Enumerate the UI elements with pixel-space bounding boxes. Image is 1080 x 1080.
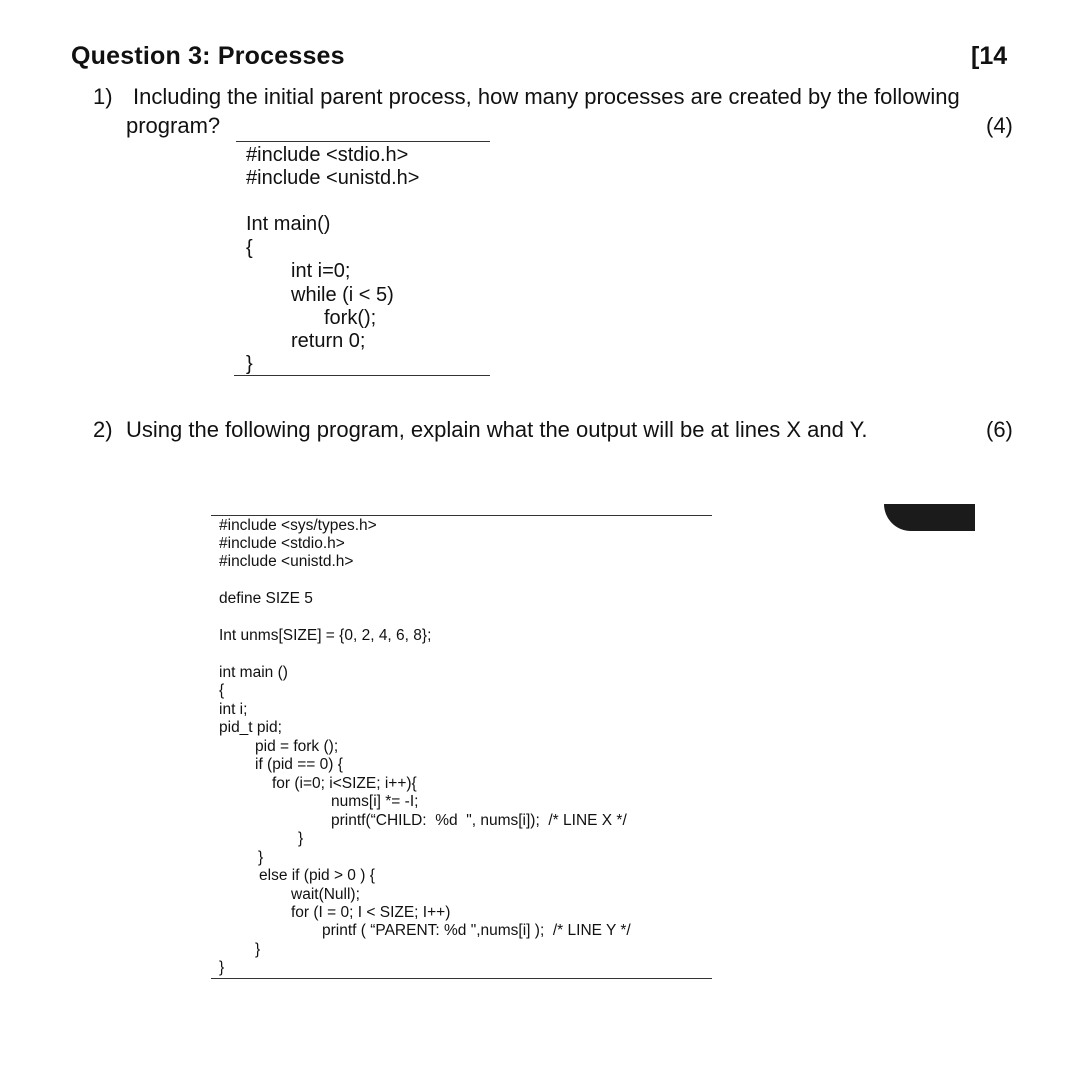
code2-line: for (I = 0; I < SIZE; I++): [291, 904, 451, 921]
code1-line: {: [246, 237, 253, 259]
code1-line: fork();: [324, 307, 377, 329]
code1-bottom-rule: [234, 375, 490, 376]
q1-marks: (4): [986, 113, 1013, 138]
code2-line: pid_t pid;: [219, 719, 282, 736]
code1-line: return 0;: [291, 330, 366, 352]
code2-line: Int unms[SIZE] = {0, 2, 4, 6, 8};: [219, 627, 432, 644]
code1-line: while (i < 5): [291, 284, 394, 306]
code2-line: {: [219, 682, 225, 699]
q2-text: Using the following program, explain what the output will be at lines X and Y.: [126, 417, 868, 442]
code1-line: int i=0;: [291, 260, 351, 282]
code2-line: }: [219, 959, 225, 976]
code2-line: #include <sys/types.h>: [219, 517, 377, 534]
code1-top-rule: [236, 141, 490, 142]
code2-line: else if (pid > 0 ) {: [259, 867, 375, 884]
question-title: Question 3: Processes: [71, 42, 345, 70]
code2-line: }: [298, 830, 304, 847]
code1-line: Int main(): [246, 213, 331, 235]
code2-line: if (pid == 0) {: [255, 756, 343, 773]
q2-marks: (6): [986, 417, 1013, 442]
code2-line: printf(“CHILD: %d ", nums[i]); /* LINE X */: [331, 812, 627, 829]
code2-line: pid = fork ();: [255, 738, 339, 755]
code2-line: for (i=0; i<SIZE; i++){: [272, 775, 417, 792]
code2-line: printf ( “PARENT: %d ",nums[i] ); /* LINE Y */: [322, 922, 631, 939]
code2-line: #include <stdio.h>: [219, 535, 345, 552]
code2-line: nums[i] *= -I;: [331, 793, 419, 810]
code2-line: define SIZE 5: [219, 590, 313, 607]
q2-number: 2): [93, 417, 113, 442]
q1-text-line1: Including the initial parent process, how many processes are created by the following: [133, 84, 960, 109]
total-marks: [14: [971, 42, 1008, 70]
code2-line: }: [258, 849, 264, 866]
q1-number: 1): [93, 84, 113, 109]
code2-line: #include <unistd.h>: [219, 553, 354, 570]
code2-line: wait(Null);: [291, 886, 360, 903]
code1-line: }: [246, 353, 253, 375]
code2-top-rule: [211, 515, 712, 516]
code1-line: #include <unistd.h>: [246, 167, 420, 189]
code1-line: #include <stdio.h>: [246, 144, 409, 166]
code2-line: }: [255, 941, 261, 958]
code2-line: int i;: [219, 701, 248, 718]
code2-line: int main (): [219, 664, 288, 681]
dark-overlay-shape: [884, 504, 975, 531]
code2-bottom-rule: [211, 978, 712, 979]
q1-text-line2: program?: [126, 113, 221, 138]
